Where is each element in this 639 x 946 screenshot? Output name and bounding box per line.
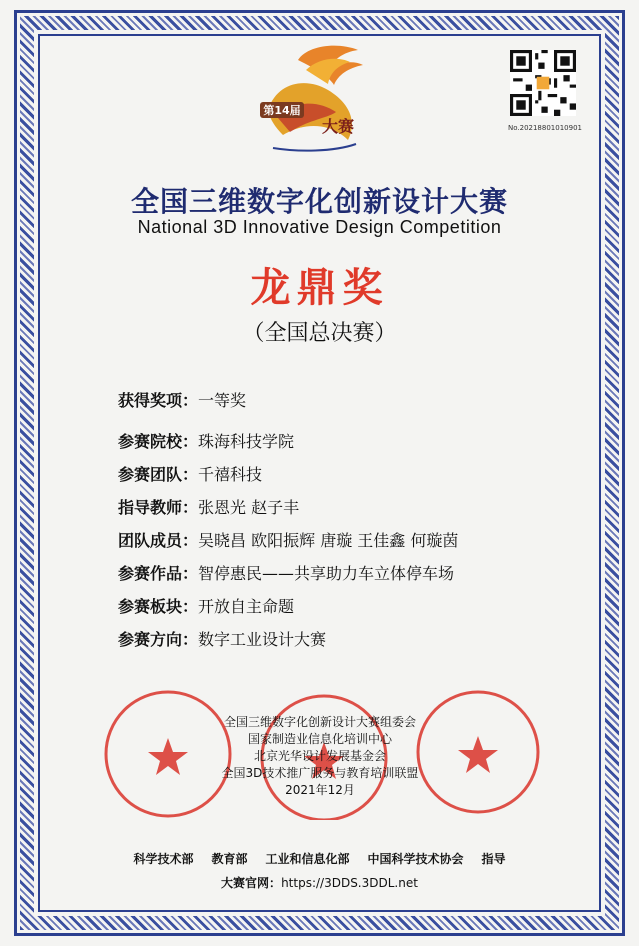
award-stage: （全国总决赛） — [242, 321, 397, 346]
field-advisors: 指导教师：张恩光 赵子丰 — [118, 498, 300, 517]
title-chinese: 全国三维数字化创新设计大赛 — [130, 185, 508, 218]
field-section: 参赛板块：开放自主命题 — [118, 597, 295, 616]
field-team: 参赛团队：千禧科技 — [118, 465, 263, 484]
certificate-number: No.20218801010901 — [508, 124, 582, 132]
official-website: 大赛官网：https://3DDS.3DDL.net — [221, 876, 418, 890]
field-school: 参赛院校：珠海科技学院 — [118, 432, 295, 451]
svg-text:大赛: 大赛 — [321, 117, 355, 136]
field-direction: 参赛方向：数字工业设计大赛 — [118, 630, 327, 649]
award-name: 龙鼎奖 — [250, 265, 389, 311]
organizers: 全国三维数字化创新设计大赛组委会 国家制造业信息化培训中心 北京光华设计发展基金会 全国3D技术推广服务与教育培训联盟 2021年12月 — [221, 715, 419, 797]
title-english: National 3D Innovative Design Competition — [137, 217, 502, 237]
field-award: 获得奖项：一等奖 — [118, 391, 247, 410]
guiding-departments: 科学技术部 教育部 工业和信息化部 中国科学技术协会 指导 — [133, 852, 506, 866]
svg-text:第14届: 第14届 — [263, 104, 301, 117]
competition-logo — [238, 40, 388, 162]
award-fields — [118, 384, 578, 656]
qr-code[interactable] — [510, 50, 576, 116]
website-link[interactable]: https://3DDS.3DDL.net — [281, 876, 418, 890]
field-members: 团队成员：吴晓昌 欧阳振辉 唐璇 王佳鑫 何璇茵 — [118, 531, 459, 550]
field-work: 参赛作品：智停惠民——共享助力车立体停车场 — [118, 564, 455, 583]
